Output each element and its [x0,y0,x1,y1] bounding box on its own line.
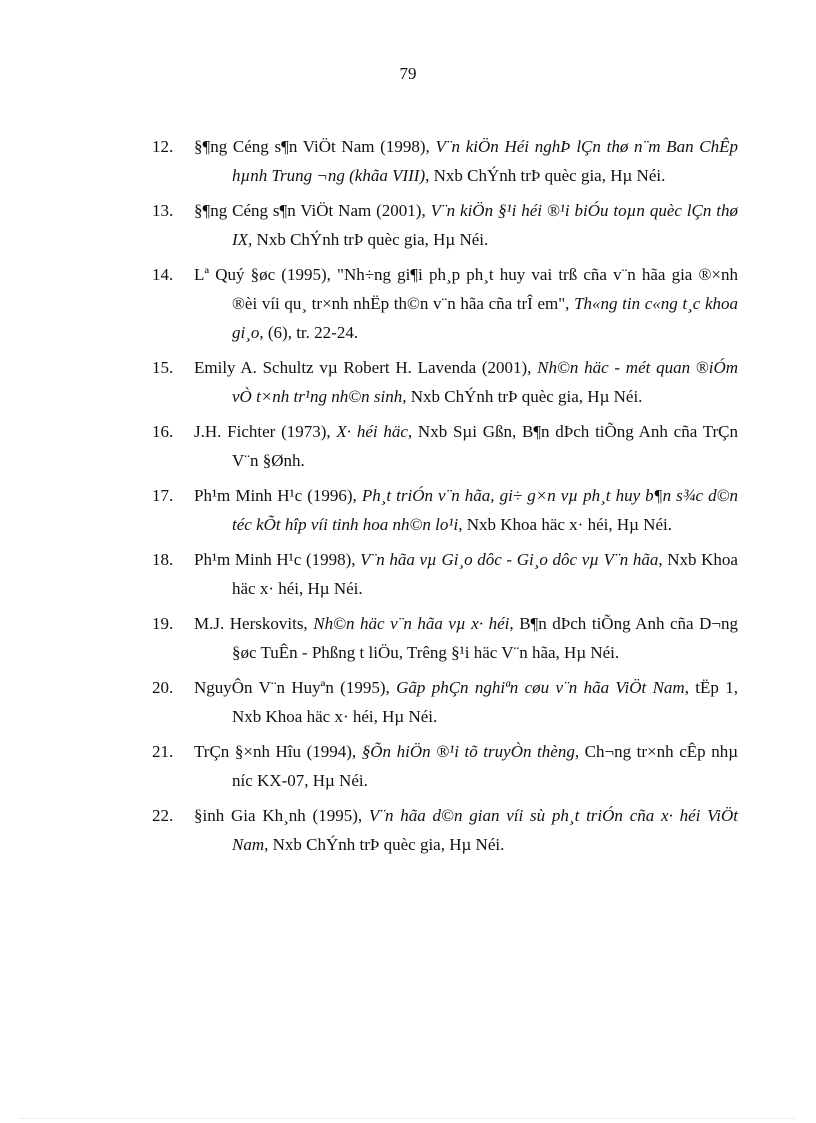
reference-number: 17. [152,486,174,505]
reference-text: §¶ng Céng s¶n ViÖt Nam (1998), V¨n kiÖn Héi nghÞ lÇn thø n¨m Ban ChÊp hµnh Trung ¬ng (khãa VIII), Nxb ChÝnh trÞ quèc gia, Hµ Néi. [194,137,738,185]
reference-item [152,417,738,475]
reference-item [152,196,738,254]
reference-title: V¨n hãa vµ Gi¸o dôc - Gi¸o dôc vµ V¨n hãa [360,550,659,569]
reference-title: Gãp phÇn nghiªn cøu v¨n hãa ViÖt Nam [396,678,685,697]
reference-number: 19. [152,614,174,633]
reference-item [152,481,738,539]
reference-number: 14. [152,265,174,284]
reference-text: Lª Quý §øc (1995), "Nh÷ng gi¶i ph¸p ph¸t huy vai trß cña v¨n hãa gia ®×nh ®èi víi qu¸ tr×nh nhËp th©n v¨n hãa cña trÎ em", Th«ng tin c«ng t¸c khoa gi¸o, (6), tr. 22-24. [194,265,739,342]
reference-number: 15. [152,358,174,377]
reference-text: §¶ng Céng s¶n ViÖt Nam (2001), V¨n kiÖn §¹i héi ®¹i biÓu toµn quèc lÇn thø IX, Nxb ChÝnh trÞ quèc gia, Hµ Néi. [194,201,738,249]
reference-number: 21. [152,742,174,761]
reference-title: V¨n kiÖn §¹i héi ®¹i biÓu toµn quèc lÇn thø IX, [232,201,738,249]
reference-title: X· héi häc [336,422,408,441]
reference-text: M.J. Herskovits, Nh©n häc v¨n hãa vµ x· héi, B¶n dÞch tiÕng Anh cña D¬ng §øc TuÊn - Phßng t liÖu, Trêng §¹i häc V¨n hãa, Hµ Néi. [194,614,738,662]
reference-item [152,132,738,190]
reference-number: 12. [152,137,174,156]
reference-text: §inh Gia Kh¸nh (1995), V¨n hãa d©n gian víi sù ph¸t triÓn cña x· héi ViÖt Nam, Nxb ChÝnh trÞ quèc gia, Hµ Néi. [194,806,738,854]
reference-number: 20. [152,678,174,697]
reference-item [152,545,738,603]
reference-title: V¨n hãa d©n gian víi sù ph¸t triÓn cña x· héi ViÖt Nam [232,806,738,854]
reference-title: Nh©n häc - mét quan ®iÓm vÒ t×nh tr¹ng nh©n sinh [232,358,738,406]
reference-item [152,673,738,731]
reference-title: Ph¸t triÓn v¨n hãa, gi÷ g×n vµ ph¸t huy b¶n s¾c d©n téc kÕt hîp víi tinh hoa nh©n lo¹i [232,486,739,534]
reference-item [152,801,738,859]
reference-text: Emily A. Schultz vµ Robert H. Lavenda (2001), Nh©n häc - mét quan ®iÓm vÒ t×nh tr¹ng nh©n sinh, Nxb ChÝnh trÞ quèc gia, Hµ Néi. [194,358,738,406]
reference-number: 18. [152,550,174,569]
reference-text: Ph¹m Minh H¹c (1998), V¨n hãa vµ Gi¸o dôc - Gi¸o dôc vµ V¨n hãa, Nxb Khoa häc x· héi, Hµ Néi. [194,550,738,598]
reference-title: V¨n kiÖn Héi nghÞ lÇn thø n¨m Ban ChÊp hµnh Trung ¬ng (khãa VIII) [232,137,738,185]
reference-number: 22. [152,806,174,825]
reference-title: §Õn hiÖn ®¹i tõ truyÒn thèng [361,742,575,761]
reference-number: 13. [152,201,174,220]
reference-number: 16. [152,422,174,441]
page-bottom-divider [20,1118,796,1119]
reference-item [152,260,738,347]
reference-item [152,353,738,411]
reference-text: TrÇn §×nh Hîu (1994), §Õn hiÖn ®¹i tõ truyÒn thèng, Ch¬ng tr×nh cÊp nhµ níc KX-07, Hµ Néi. [194,742,739,790]
reference-text: NguyÔn V¨n Huyªn (1995), Gãp phÇn nghiªn cøu v¨n hãa ViÖt Nam, tËp 1, Nxb Khoa häc x· héi, Hµ Néi. [194,678,739,726]
reference-list [152,132,738,865]
reference-title: Th«ng tin c«ng t¸c khoa gi¸o [232,294,739,342]
reference-title: Nh©n häc v¨n hãa vµ x· héi [313,614,510,633]
reference-item [152,609,738,667]
page-number: 79 [399,64,417,83]
reference-text: Ph¹m Minh H¹c (1996), Ph¸t triÓn v¨n hãa, gi÷ g×n vµ ph¸t huy b¶n s¾c d©n téc kÕt hîp víi tinh hoa nh©n lo¹i, Nxb Khoa häc x· héi, Hµ Néi. [194,486,739,534]
reference-item [152,737,738,795]
reference-text: J.H. Fichter (1973), X· héi häc, Nxb Sµi Gßn, B¶n dÞch tiÕng Anh cña TrÇn V¨n §Ønh. [194,422,738,470]
